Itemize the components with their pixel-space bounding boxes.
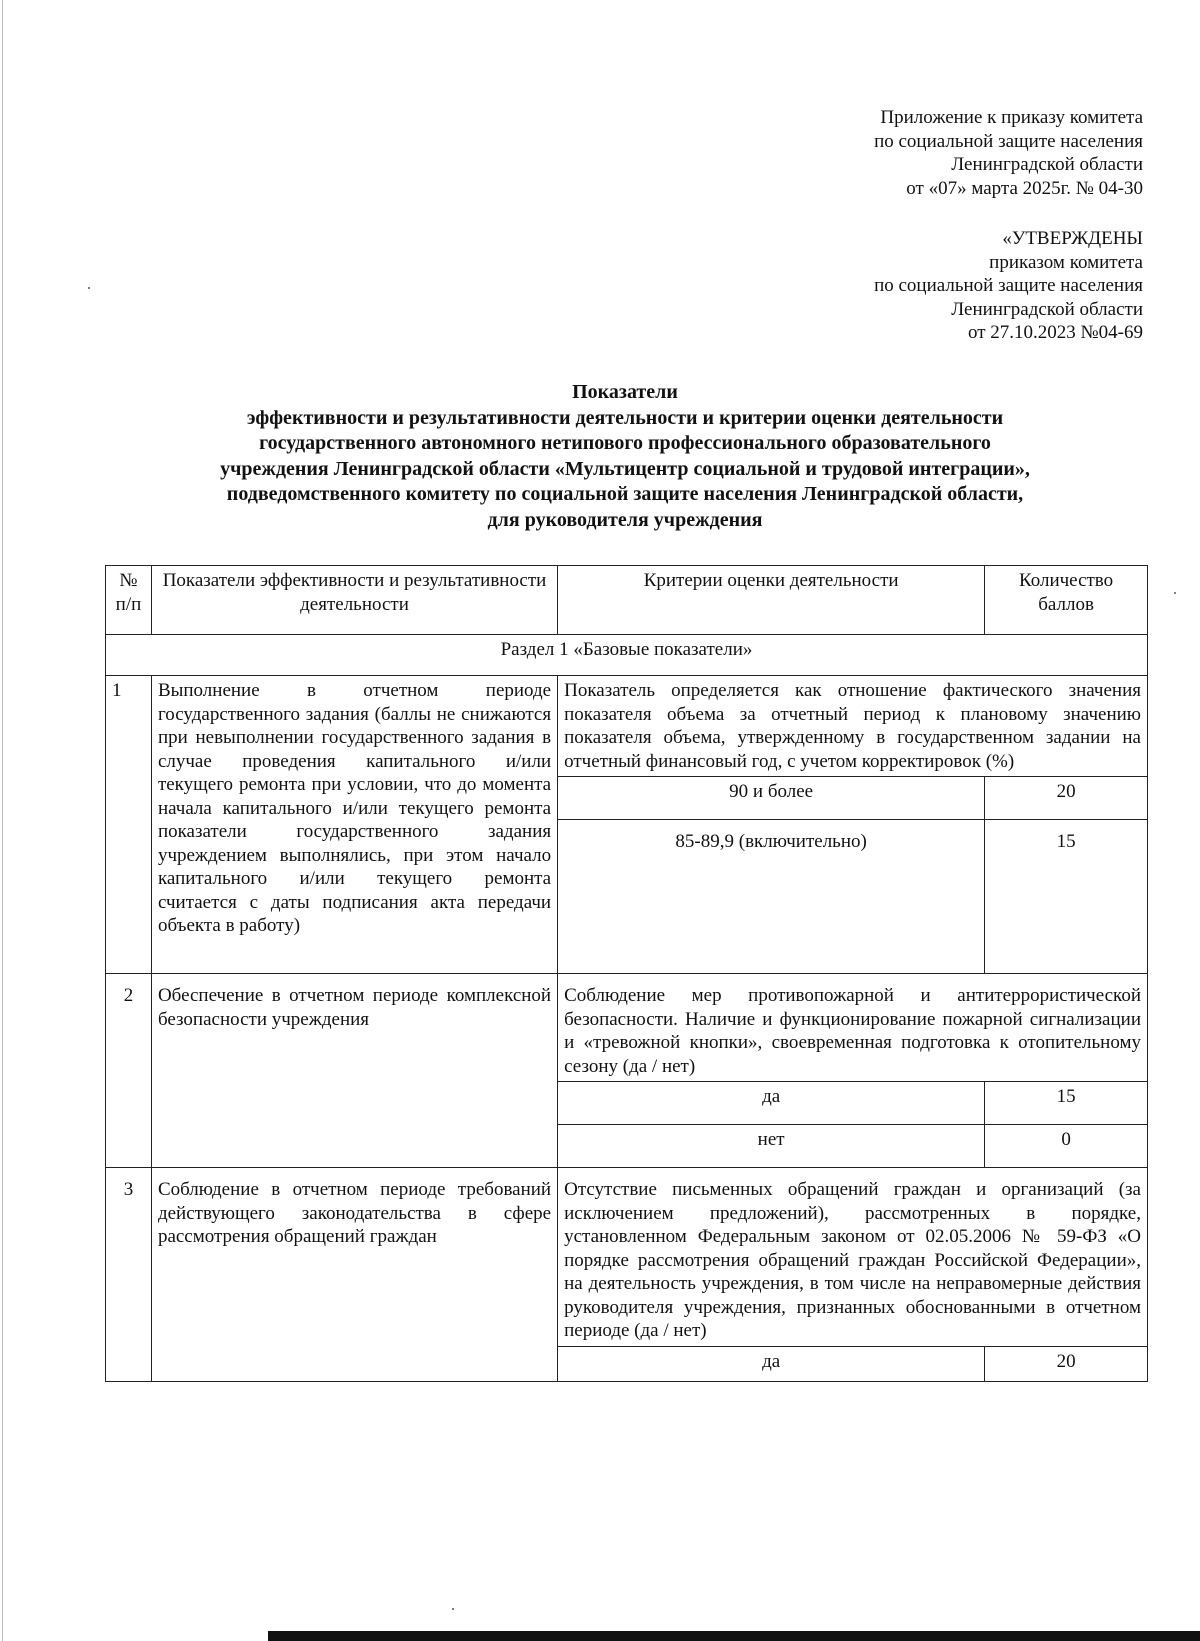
row-indicator: Соблюдение в отчетном периоде требований действующего законодательства в сфере рассмотрения обращений граждан [151, 1168, 557, 1382]
header-indicator: Показатели эффективности и результативности деятельности [151, 566, 557, 635]
title-line: государственного автономного нетипового профессионального образовательного [259, 432, 991, 454]
scan-speck [88, 287, 90, 289]
row-number: 3 [106, 1168, 152, 1382]
option-score: 15 [985, 820, 1148, 974]
approved-stamp-text [723, 227, 1143, 345]
option-label: нет [558, 1125, 985, 1168]
section-title: Раздел 1 «Базовые показатели» [106, 635, 1148, 676]
table-row [106, 974, 1148, 1082]
appendix-line: Приложение к приказу комитета [880, 107, 1143, 128]
scan-speck [1174, 592, 1176, 594]
appendix-line: по социальной защите населения [874, 130, 1143, 152]
row-number: 1 [106, 676, 152, 974]
scan-bottom-bar [268, 1631, 1200, 1641]
option-score: 20 [985, 777, 1148, 820]
title-line: подведомственного комитету по социальной защите населения Ленинградской области, [226, 483, 1024, 505]
approved-line: приказом комитета [989, 251, 1143, 273]
row-number: 2 [106, 974, 152, 1168]
title-line: для руководителя учреждения [487, 508, 763, 531]
option-label: 90 и более [558, 777, 985, 820]
row-indicator: Выполнение в отчетном периоде государственного задания (баллы не снижаются при невыполнении государственного задания в случае проведения капитального и/или текущего ремонта при условии, что до момента начала капитального и/или текущего ремонта показатели государственного задания учреждением выполнялись, при этом начало капитального и/или текущего ремонта считается с даты подписания акта передачи объекта в работу) [151, 676, 557, 974]
header-num: № п/п [106, 566, 152, 635]
row-criteria: Показатель определяется как отношение фактического значения показателя объема за отчетный период к плановому значению показателя объема, утвержденному в государственном задании на отчетный финансовый год, с учетом корректировок (%) [558, 676, 1148, 777]
row-criteria: Соблюдение мер противопожарной и антитеррористической безопасности. Наличие и функционирование пожарной сигнализации и «тревожной кнопки», своевременная подготовка к отопительному сезону (да / нет) [558, 974, 1148, 1082]
indicators-table [105, 565, 1148, 1382]
section-row [106, 635, 1148, 676]
document-title [100, 380, 1150, 533]
option-score: 20 [985, 1346, 1148, 1381]
scan-edge [2, 0, 3, 1641]
approved-line: Ленинградской области [951, 298, 1143, 320]
appendix-header [723, 106, 1143, 200]
option-score: 15 [985, 1082, 1148, 1125]
option-label: да [558, 1082, 985, 1125]
header-score: Количество баллов [985, 566, 1148, 635]
title-line: эффективности и результативности деятельности и критерии оценки деятельности [246, 406, 1004, 429]
header-criteria: Критерии оценки деятельности [558, 566, 985, 635]
table-row [106, 676, 1148, 777]
appendix-line: от «07» марта 2025г. № 04-30 [906, 177, 1143, 199]
title-line: учреждения Ленинградской области «Мультицентр социальной и трудовой интеграции», [220, 457, 1030, 480]
row-criteria: Отсутствие письменных обращений граждан и организаций (за исключением предложений), рассмотренных в порядке, установленном Федеральным законом от 02.05.2006 № 59-ФЗ «О порядке рассмотрения обращений граждан Российской Федерации», на деятельность учреждения, в том числе на неправомерные действия руководителя учреждения, признанных обоснованными в отчетном периоде (да / нет) [558, 1168, 1148, 1347]
option-label: да [558, 1346, 985, 1381]
option-label: 85-89,9 (включительно) [558, 820, 985, 974]
appendix-line: Ленинградской области [951, 154, 1143, 175]
option-score: 0 [985, 1125, 1148, 1168]
title-line: Показатели [572, 381, 678, 403]
scan-speck [452, 1608, 454, 1610]
row-indicator: Обеспечение в отчетном периоде комплексной безопасности учреждения [151, 974, 557, 1168]
table-header-row [106, 566, 1148, 635]
table-row [106, 1168, 1148, 1347]
approved-line: «УТВЕРЖДЕНЫ [1002, 228, 1143, 249]
approved-line: по социальной защите населения [874, 275, 1143, 296]
approved-line: от 27.10.2023 №04-69 [967, 322, 1143, 343]
